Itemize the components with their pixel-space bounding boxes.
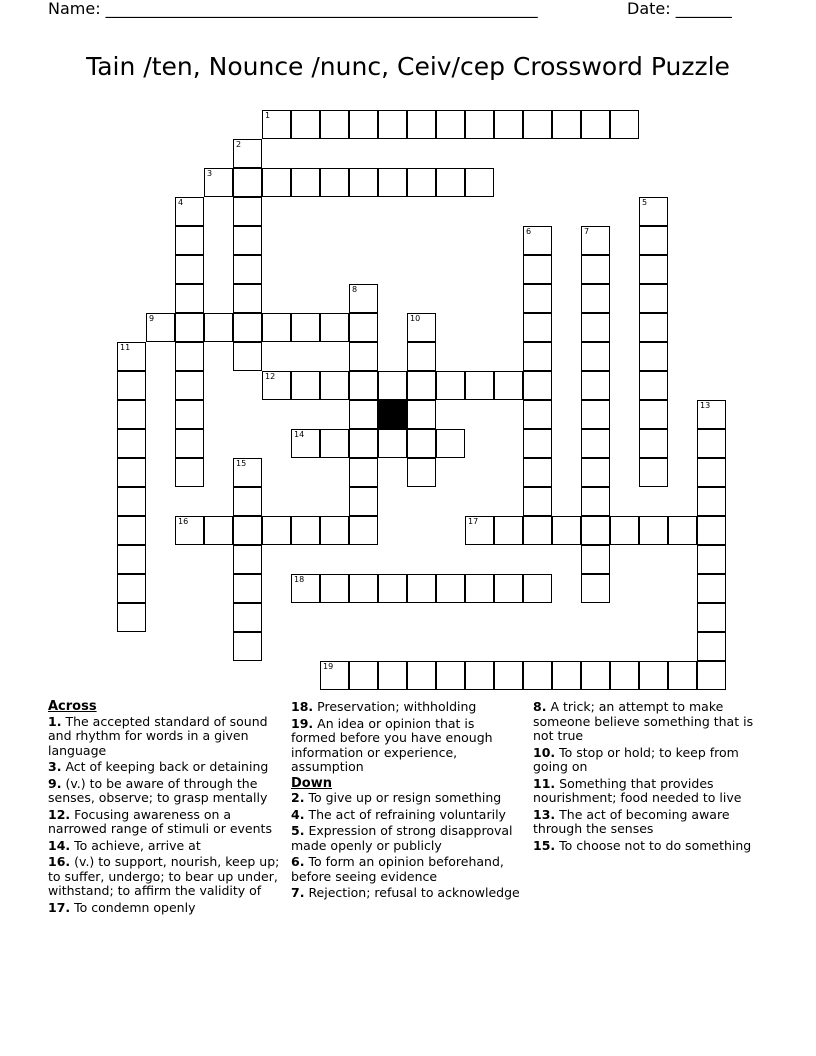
grid-cell[interactable]	[581, 342, 610, 371]
clue-number: 18	[294, 575, 305, 584]
clue-across-12: 12. Focusing awareness on a narrowed range of stimuli or events	[48, 806, 272, 836]
clue-number: 3	[207, 169, 213, 178]
grid-cell[interactable]	[436, 661, 465, 690]
grid-cell[interactable]	[668, 661, 697, 690]
grid-cell[interactable]	[291, 516, 320, 545]
down-heading: Down	[291, 775, 332, 791]
grid-cell[interactable]	[320, 313, 349, 342]
grid-cell[interactable]	[291, 574, 320, 603]
grid-cell[interactable]	[610, 661, 639, 690]
clue-number: 15	[236, 459, 247, 468]
clue-down-15: 15. To choose not to do something	[533, 837, 752, 853]
date-field: Date: _______	[627, 0, 732, 18]
grid-cell[interactable]	[378, 168, 407, 197]
grid-cell[interactable]	[523, 574, 552, 603]
grid-cell[interactable]	[117, 545, 146, 574]
grid-cell[interactable]	[581, 429, 610, 458]
grid-cell[interactable]	[349, 313, 378, 342]
clue-number: 17	[468, 517, 479, 526]
grid-cell[interactable]	[523, 661, 552, 690]
grid-cell[interactable]	[204, 516, 233, 545]
name-field: Name: ______________________________________________________	[48, 0, 538, 18]
grid-cell[interactable]	[378, 574, 407, 603]
clue-number: 7	[584, 227, 590, 236]
grid-cell[interactable]	[697, 400, 726, 429]
grid-cell[interactable]	[320, 516, 349, 545]
grid-cell[interactable]	[349, 429, 378, 458]
grid-cell[interactable]	[175, 284, 204, 313]
grid-cell[interactable]	[581, 458, 610, 487]
grid-cell[interactable]	[175, 255, 204, 284]
clue-down-5: 5. Expression of strong disapproval made openly or publicly	[291, 823, 513, 853]
grid-cell[interactable]	[349, 168, 378, 197]
clue-number: 9	[149, 314, 155, 323]
grid-cell[interactable]	[204, 168, 233, 197]
grid-cell[interactable]	[117, 400, 146, 429]
grid-cell[interactable]	[117, 516, 146, 545]
grid-cell[interactable]	[523, 110, 552, 139]
grid-cell[interactable]	[233, 487, 262, 516]
grid-cell[interactable]	[639, 197, 668, 226]
grid-cell[interactable]	[407, 574, 436, 603]
grid-cell[interactable]	[581, 661, 610, 690]
grid-cell[interactable]	[117, 371, 146, 400]
grid-cell[interactable]	[639, 429, 668, 458]
grid-cell[interactable]	[262, 313, 291, 342]
grid-cell[interactable]	[465, 371, 494, 400]
clue-down-7: 7. Rejection; refusal to acknowledge	[291, 885, 520, 900]
grid-cell[interactable]	[465, 516, 494, 545]
clue-across-17: 17. To condemn openly	[48, 899, 196, 915]
grid-cell[interactable]	[639, 342, 668, 371]
grid-cell[interactable]	[407, 342, 436, 371]
grid-cell[interactable]	[697, 429, 726, 458]
grid-cell[interactable]	[320, 429, 349, 458]
grid-cell[interactable]	[465, 168, 494, 197]
grid-cell[interactable]	[552, 110, 581, 139]
grid-cell[interactable]	[349, 516, 378, 545]
grid-cell[interactable]	[233, 342, 262, 371]
grid-cell[interactable]	[291, 110, 320, 139]
grid-cell[interactable]	[639, 458, 668, 487]
grid-cell[interactable]	[117, 342, 146, 371]
grid-cell[interactable]	[349, 661, 378, 690]
clue-number: 4	[178, 198, 184, 207]
clue-number: 2	[236, 140, 242, 149]
grid-cell[interactable]	[175, 516, 204, 545]
grid-cell[interactable]	[494, 574, 523, 603]
grid-cell[interactable]	[581, 545, 610, 574]
grid-cell[interactable]	[291, 371, 320, 400]
clue-across-1: 1. The accepted standard of sound and rhythm for words in a given language	[48, 713, 268, 758]
grid-cell[interactable]	[523, 516, 552, 545]
grid-cell[interactable]	[668, 516, 697, 545]
grid-cell[interactable]	[436, 574, 465, 603]
clue-number: 8	[352, 285, 358, 294]
clue-across-14: 14. To achieve, arrive at	[48, 837, 201, 853]
clue-number: 19	[323, 662, 334, 671]
grid-cell[interactable]	[639, 516, 668, 545]
clue-across-19: 19. An idea or opinion that is formed before you have enough information or experience, assumption	[291, 715, 493, 774]
grid-cell[interactable]	[320, 110, 349, 139]
grid-cell[interactable]	[233, 284, 262, 313]
grid-cell[interactable]	[697, 632, 726, 661]
grid-cell[interactable]	[291, 313, 320, 342]
grid-cell[interactable]	[349, 284, 378, 313]
clues-column-3	[533, 700, 769, 855]
grid-cell[interactable]	[697, 487, 726, 516]
grid-cell[interactable]	[465, 574, 494, 603]
grid-cell[interactable]	[465, 110, 494, 139]
grid-cell[interactable]	[697, 545, 726, 574]
grid-cell[interactable]	[407, 168, 436, 197]
grid-cell[interactable]	[523, 313, 552, 342]
grid-cell[interactable]	[175, 371, 204, 400]
clue-number: 16	[178, 517, 189, 526]
grid-cell[interactable]	[523, 371, 552, 400]
grid-cell[interactable]	[291, 429, 320, 458]
clue-number: 11	[120, 343, 131, 352]
grid-cell[interactable]	[320, 168, 349, 197]
clue-across-18: 18. Preservation; withholding	[291, 699, 477, 714]
grid-cell[interactable]	[639, 313, 668, 342]
grid-cell[interactable]	[407, 661, 436, 690]
grid-cell[interactable]	[639, 661, 668, 690]
grid-cell[interactable]	[262, 516, 291, 545]
grid-cell[interactable]	[581, 516, 610, 545]
grid-cell[interactable]	[262, 110, 291, 139]
grid-cell[interactable]	[117, 574, 146, 603]
grid-cell[interactable]	[639, 371, 668, 400]
grid-cell[interactable]	[407, 429, 436, 458]
grid-cell[interactable]	[436, 110, 465, 139]
grid-cell[interactable]	[697, 574, 726, 603]
grid-cell[interactable]	[639, 255, 668, 284]
grid-cell[interactable]	[233, 197, 262, 226]
clue-down-10: 10. To stop or hold; to keep from going on	[533, 744, 739, 774]
grid-cell[interactable]	[378, 110, 407, 139]
grid-cell[interactable]	[378, 429, 407, 458]
grid-cell[interactable]	[175, 458, 204, 487]
grid-cell[interactable]	[465, 661, 494, 690]
grid-cell[interactable]	[233, 545, 262, 574]
clue-down-11: 11. Something that provides nourishment; food needed to live	[533, 775, 742, 805]
grid-cell[interactable]	[436, 371, 465, 400]
grid-cell[interactable]	[233, 139, 262, 168]
grid-cell[interactable]	[204, 313, 233, 342]
grid-cell[interactable]	[175, 342, 204, 371]
grid-cell[interactable]	[262, 371, 291, 400]
grid-cell[interactable]	[378, 371, 407, 400]
grid-cell[interactable]	[639, 284, 668, 313]
clue-down-2: 2. To give up or resign something	[291, 790, 502, 805]
grid-cell[interactable]	[117, 603, 146, 632]
clue-number: 14	[294, 430, 305, 439]
grid-cell[interactable]	[552, 661, 581, 690]
grid-cell[interactable]	[349, 400, 378, 429]
grid-cell[interactable]	[697, 661, 726, 690]
clue-down-13: 13. The act of becoming aware through the senses	[533, 806, 730, 836]
grid-cell[interactable]	[233, 603, 262, 632]
grid-cell[interactable]	[175, 400, 204, 429]
grid-cell[interactable]	[552, 516, 581, 545]
grid-cell[interactable]	[175, 197, 204, 226]
clue-number: 13	[700, 401, 711, 410]
grid-cell[interactable]	[233, 574, 262, 603]
grid-cell[interactable]	[349, 371, 378, 400]
grid-cell[interactable]	[639, 400, 668, 429]
grid-cell[interactable]	[117, 429, 146, 458]
clues-column-1	[48, 700, 280, 917]
grid-cell[interactable]	[175, 429, 204, 458]
grid-cell[interactable]	[697, 458, 726, 487]
clue-number: 1	[265, 111, 271, 120]
black-cell	[378, 400, 407, 429]
clue-across-9: 9. (v.) to be aware of through the senses, observe; to grasp mentally	[48, 775, 268, 805]
grid-cell[interactable]	[117, 458, 146, 487]
grid-cell[interactable]	[523, 255, 552, 284]
grid-cell[interactable]	[581, 313, 610, 342]
clues-column-2	[291, 700, 523, 903]
grid-cell[interactable]	[494, 371, 523, 400]
grid-cell[interactable]	[349, 458, 378, 487]
grid-cell[interactable]	[581, 255, 610, 284]
grid-cell[interactable]	[581, 284, 610, 313]
clue-down-4: 4. The act of refraining voluntarily	[291, 806, 506, 822]
grid-cell[interactable]	[349, 110, 378, 139]
grid-cell[interactable]	[233, 168, 262, 197]
across-heading: Across	[48, 699, 97, 714]
grid-cell[interactable]	[523, 458, 552, 487]
grid-cell[interactable]	[262, 168, 291, 197]
grid-cell[interactable]	[291, 168, 320, 197]
grid-cell[interactable]	[697, 516, 726, 545]
grid-cell[interactable]	[117, 487, 146, 516]
grid-cell[interactable]	[523, 429, 552, 458]
grid-cell[interactable]	[523, 487, 552, 516]
grid-cell[interactable]	[407, 313, 436, 342]
grid-cell[interactable]	[349, 342, 378, 371]
grid-cell[interactable]	[610, 516, 639, 545]
page-title: Tain /ten, Nounce /nunc, Ceiv/cep Crossword Puzzle	[86, 52, 730, 81]
grid-cell[interactable]	[697, 603, 726, 632]
clue-down-8: 8. A trick; an attempt to make someone believe something that is not true	[533, 699, 754, 743]
clue-down-6: 6. To form an opinion beforehand, before seeing evidence	[291, 854, 504, 884]
grid-cell[interactable]	[407, 371, 436, 400]
grid-cell[interactable]	[175, 226, 204, 255]
grid-cell[interactable]	[639, 226, 668, 255]
grid-cell[interactable]	[581, 110, 610, 139]
clue-across-3: 3. Act of keeping back or detaining	[48, 759, 269, 774]
grid-cell[interactable]	[233, 313, 262, 342]
grid-cell[interactable]	[320, 371, 349, 400]
clue-across-16: 16. (v.) to support, nourish, keep up; to suffer, undergo; to bear up under, withstand; to affirm the validity of	[48, 854, 280, 898]
grid-cell[interactable]	[523, 400, 552, 429]
grid-cell[interactable]	[349, 487, 378, 516]
clue-number: 5	[642, 198, 648, 207]
grid-cell[interactable]	[233, 516, 262, 545]
grid-cell[interactable]	[407, 458, 436, 487]
grid-cell[interactable]	[349, 574, 378, 603]
grid-cell[interactable]	[581, 226, 610, 255]
grid-cell[interactable]	[407, 400, 436, 429]
grid-cell[interactable]	[233, 458, 262, 487]
grid-cell[interactable]	[320, 661, 349, 690]
grid-cell[interactable]	[581, 574, 610, 603]
grid-cell[interactable]	[523, 342, 552, 371]
clue-number: 6	[526, 227, 532, 236]
grid-cell[interactable]	[233, 226, 262, 255]
grid-cell[interactable]	[175, 313, 204, 342]
grid-cell[interactable]	[233, 632, 262, 661]
grid-cell[interactable]	[233, 255, 262, 284]
grid-cell[interactable]	[523, 284, 552, 313]
grid-cell[interactable]	[494, 110, 523, 139]
grid-cell[interactable]	[407, 110, 436, 139]
grid-cell[interactable]	[610, 110, 639, 139]
grid-cell[interactable]	[581, 371, 610, 400]
grid-cell[interactable]	[494, 516, 523, 545]
grid-cell[interactable]	[146, 313, 175, 342]
grid-cell[interactable]	[320, 574, 349, 603]
grid-cell[interactable]	[581, 487, 610, 516]
grid-cell[interactable]	[436, 168, 465, 197]
grid-cell[interactable]	[494, 661, 523, 690]
clue-number: 12	[265, 372, 276, 381]
grid-cell[interactable]	[523, 226, 552, 255]
clue-number: 10	[410, 314, 421, 323]
grid-cell[interactable]	[378, 661, 407, 690]
grid-cell[interactable]	[436, 429, 465, 458]
grid-cell[interactable]	[581, 400, 610, 429]
